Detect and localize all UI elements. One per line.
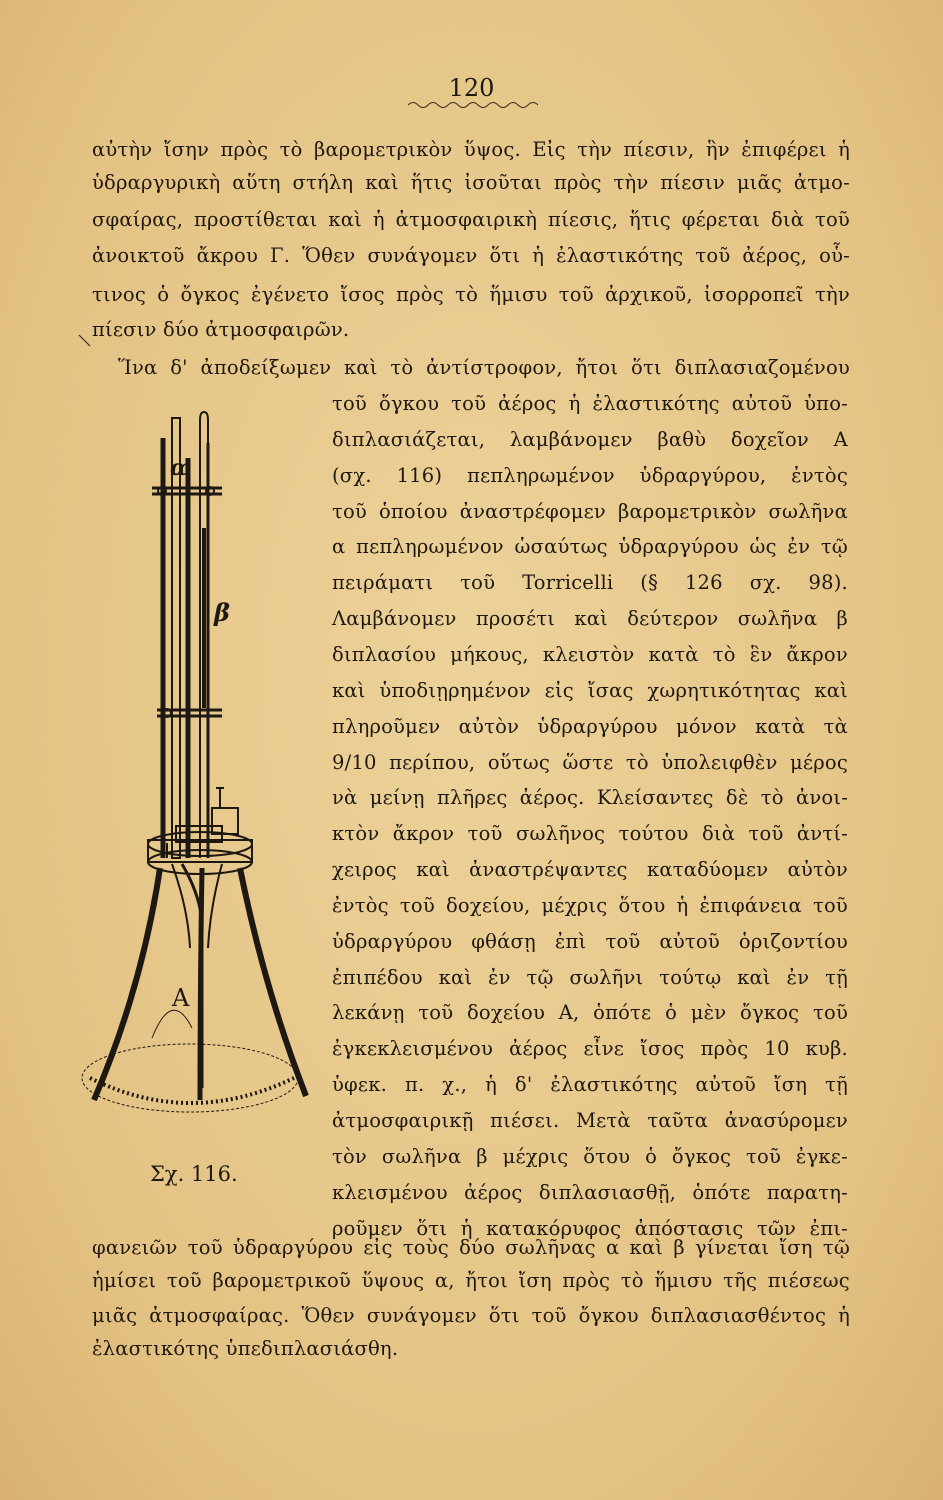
text-line: Λαμβάνομεν προσέτι καὶ δεύτερον σωλῆνα β bbox=[332, 607, 848, 631]
text-line: ὑδραργύρου φθάσῃ ἐπὶ τοῦ αὐτοῦ ὁριζοντίου bbox=[332, 929, 848, 953]
text-line: τοῦ ὁποίου ἀναστρέφομεν βαρομετρικὸν σωλῆνα bbox=[332, 499, 848, 523]
figure-caption: Σχ. 116. bbox=[150, 1162, 238, 1186]
text-line: καὶ ὑποδιῃρημένον εἰς ἴσας χωρητικότητας καὶ bbox=[332, 678, 848, 702]
text-line: ὑφεκ. π. χ., ἡ δ' ἐλαστικότης αὐτοῦ ἴση τῇ bbox=[332, 1073, 848, 1097]
text-line: πληροῦμεν αὐτὸν ὑδραργύρου μόνον κατὰ τὰ bbox=[332, 714, 848, 738]
text-line: ἀτμοσφαιρικῇ πιέσει. Μετὰ ταῦτα ἀνασύρομεν bbox=[332, 1109, 848, 1132]
text-line: πίεσιν δύο ἀτμοσφαιρῶν. bbox=[92, 318, 350, 341]
text-line: κλεισμένου ἀέρος διπλασιασθῇ, ὁπότε παρατη- bbox=[332, 1180, 848, 1204]
apparatus-illustration bbox=[72, 388, 332, 1148]
text-line: τινος ὁ ὄγκος ἐγένετο ἴσος πρὸς τὸ ἥμισυ τοῦ ἀρχικοῦ, ἰσορροπεῖ τὴν bbox=[92, 283, 850, 306]
margin-mark bbox=[78, 333, 92, 352]
page-number: 120 bbox=[448, 74, 495, 102]
text-line: (σχ. 116) πεπληρωμένον ὑδραργύρου, ἐντὸς bbox=[332, 463, 848, 487]
figure-label-alpha: α bbox=[170, 455, 187, 481]
ornament-divider bbox=[408, 100, 538, 110]
text-line: 9/10 περίπου, οὕτως ὥστε τὸ ὑπολειφθὲν μέρος bbox=[332, 750, 848, 774]
figure-label-beta: β bbox=[214, 598, 230, 627]
text-line: αὐτὴν ἴσην πρὸς τὸ βαρομετρικὸν ὕψος. Εἰς τὴν πίεσιν, ἣν ἐπιφέρει ἡ bbox=[92, 138, 850, 161]
text-line: ροῦμεν ὅτι ἡ κατακόρυφος ἀπόστασις τῶν ἐπι- bbox=[332, 1216, 848, 1240]
text-line: νὰ μείνῃ πλῆρες ἀέρος. Κλείσαντες δὲ τὸ ἀνοι- bbox=[332, 786, 848, 810]
text-line: τὸν σωλῆνα β μέχρις ὅτου ὁ ὄγκος τοῦ ἐγκε- bbox=[332, 1144, 848, 1168]
text-line: ἐγκεκλεισμένου ἀέρος εἶνε ἴσος πρὸς 10 κυβ. bbox=[332, 1037, 848, 1061]
text-line: μιᾶς ἀτμοσφαίρας. Ὅθεν συνάγομεν ὅτι τοῦ ὄγκου διπλασιασθέντος ἡ bbox=[92, 1304, 850, 1327]
text-line: τοῦ ὄγκου τοῦ ἀέρος ἡ ἐλαστικότης αὐτοῦ ὑπο- bbox=[332, 392, 848, 415]
text-line: διπλασίου μήκους, κλειστὸν κατὰ τὸ ἓν ἄκρον bbox=[332, 642, 848, 666]
text-line: λεκάνῃ τοῦ δοχείου Α, ὁπότε ὁ μὲν ὄγκος τοῦ bbox=[332, 1001, 848, 1025]
text-line: χειρος καὶ ἀναστρέψαντες καταδύομεν αὐτὸν bbox=[332, 858, 848, 882]
text-line: πειράματι τοῦ Torricelli (§ 126 σχ. 98). bbox=[332, 571, 848, 595]
text-line: ἐλαστικότης ὑπεδιπλασιάσθη. bbox=[92, 1337, 399, 1360]
text-line: ὑδραργυρικὴ αὕτη στήλη καὶ ἥτις ἰσοῦται πρὸς τὴν πίεσιν μιᾶς ἀτμο- bbox=[92, 171, 850, 194]
text-line: ἡμίσει τοῦ βαρομετρικοῦ ὕψους α, ἤτοι ἴση πρὸς τὸ ἥμισυ τῆς πιέσεως bbox=[92, 1269, 850, 1292]
text-line: σφαίρας, προστίθεται καὶ ἡ ἀτμοσφαιρικὴ πίεσις, ἥτις φέρεται διὰ τοῦ bbox=[92, 208, 850, 231]
text-line: ἀνοικτοῦ ἄκρου Γ. Ὅθεν συνάγομεν ὅτι ἡ ἐλαστικότης τοῦ ἀέρος, οὗ- bbox=[92, 244, 850, 267]
figure-label-vessel: Α bbox=[172, 984, 190, 1012]
text-line: α πεπληρωμένον ὡσαύτως ὑδραργύρου ὡς ἐν τῷ bbox=[332, 535, 848, 559]
text-line: διπλασιάζεται, λαμβάνομεν βαθὺ δοχεῖον Α bbox=[332, 427, 848, 451]
text-line: κτὸν ἄκρον τοῦ σωλῆνος τούτου διὰ τοῦ ἀντί- bbox=[332, 822, 848, 846]
text-line: Ἵνα δ' ἀποδείξωμεν καὶ τὸ ἀντίστροφον, ἤτοι ὅτι διπλασιαζομένου bbox=[118, 356, 850, 379]
text-line: ἐπιπέδου καὶ ἐν τῷ σωλῆνι τούτῳ καὶ ἐν τῇ bbox=[332, 965, 848, 989]
text-line: φανειῶν τοῦ ὑδραργύρου εἰς τοὺς δύο σωλῆνας α καὶ β γίνεται ἴση τῷ bbox=[92, 1236, 850, 1259]
text-line: ἐντὸς τοῦ δοχείου, μέχρις ὅτου ἡ ἐπιφάνεια τοῦ bbox=[332, 893, 848, 917]
